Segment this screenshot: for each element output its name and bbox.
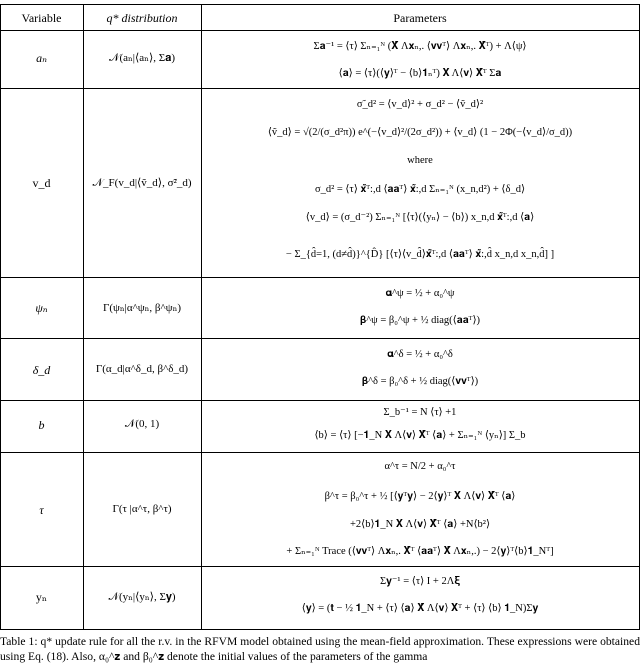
row-distribution-y: 𝒩(yₙ|⟨yₙ⟩, Σ𝐲) (108, 591, 176, 603)
header-variable: Variable (21, 11, 62, 25)
row-rule (0, 452, 640, 453)
row-rule (0, 277, 640, 278)
param-beta-delta: 𝛃^δ = β₀^δ + ½ diag(⟨𝐯𝐯ᵀ⟩) (361, 376, 479, 387)
param-mean-b: ⟨b⟩ = ⟨τ⟩ [−𝟏_N 𝐗 Λ⟨𝐯⟩ 𝐗̃ᵀ ⟨𝐚⟩ + Σₙ₌₁ᴺ ⟨yₙ⟩] Σ_b (314, 430, 526, 441)
header-rule (0, 30, 640, 31)
param-sigma-y-inverse: Σ𝐲⁻¹ = ⟨τ⟩ I + 2Λ𝛏 (380, 576, 460, 587)
row-distribution-delta: Γ(α_d|α^δ_d, β^δ_d) (95, 363, 189, 375)
row-variable-y: yₙ (35, 590, 48, 604)
row-rule (0, 338, 640, 339)
header-distribution: q* distribution (106, 11, 178, 25)
column-divider (0, 4, 1, 629)
row-variable-b: b (38, 418, 45, 432)
row-variable-delta: δ_d (32, 363, 51, 377)
row-rule (0, 400, 640, 401)
param-beta-tau-line2: +2⟨b⟩𝟏_N 𝐗 Λ⟨𝐯⟩ 𝐗̃ᵀ ⟨𝐚⟩ +N⟨b²⟩ (349, 519, 491, 530)
param-alpha-delta: 𝛂^δ = ½ + α₀^δ (387, 349, 453, 360)
row-distribution-tau: Γ(τ |α^τ, β^τ) (112, 503, 172, 515)
row-distribution-b: 𝒩(0, 1) (124, 418, 160, 430)
row-variable-a: aₙ (36, 51, 47, 65)
param-mean-y: ⟨𝐲⟩ = (𝐭 − ½ 𝟏_N + ⟨τ⟩ ⟨𝐚⟩ 𝐗̃ Λ⟨𝐯⟩ 𝐗ᵀ + ⟨τ⟩ ⟨b⟩ 𝟏_N)Σ𝐲 (301, 603, 539, 614)
param-mean-a: ⟨𝐚⟩ = ⟨τ⟩(⟨𝐲⟩ᵀ − ⟨b⟩𝟏ₙᵀ) 𝐗 Λ⟨𝐯⟩ 𝐗̃ᵀ Σ𝐚 (338, 68, 502, 79)
row-distribution-v: 𝒩_F(v_d|⟨ṽ_d⟩, σ̃²_d) (92, 177, 192, 189)
table-caption: Table 1: q* update rule for all the r.v. in the RFVM model obtained using the mean-field approximation. These expressions were obtained using Eq. (18). Also, α₀^𝐳 and β₀^𝐳 denote the initial values of the parameters of the gamma (0, 635, 640, 663)
row-rule (0, 566, 640, 567)
table-top-rule (0, 4, 640, 5)
param-beta-psi: 𝛃^ψ = β₀^ψ + ½ diag(⟨𝐚𝐚ᵀ⟩) (359, 315, 481, 326)
row-rule (0, 88, 640, 89)
param-sigma-a-inverse: Σ𝐚⁻¹ = ⟨τ⟩ Σₙ₌₁ᴺ (𝐗̃ Λ𝐱ₙ,. ⟨𝐯𝐯ᵀ⟩ Λ𝐱ₙ,. 𝐗̃ᵀ) + Λ⟨ψ⟩ (313, 41, 527, 52)
param-sigma-tilde-v: σ̃_d² = ⟨v_d⟩² + σ_d² − ⟨ṽ_d⟩² (356, 99, 484, 110)
row-distribution-a: 𝒩(aₙ|⟨aₙ⟩, Σ𝐚) (108, 52, 176, 64)
param-beta-tau-line1: β^τ = β₀^τ + ½ [⟨𝐲ᵀ𝐲⟩ − 2⟨𝐲⟩ᵀ 𝐗 Λ⟨𝐯⟩ 𝐗̃ᵀ ⟨𝐚⟩ (324, 491, 516, 502)
param-alpha-tau: α^τ = N/2 + α₀^τ (384, 461, 456, 472)
column-divider (83, 4, 84, 629)
row-distribution-psi: Γ(ψₙ|α^ψₙ, β^ψₙ) (102, 302, 181, 314)
header-parameters: Parameters (393, 11, 447, 25)
row-variable-psi: ψₙ (35, 301, 48, 315)
param-sigma-v: σ_d² = ⟨τ⟩ 𝐱̃ᵀ:,d ⟨𝐚𝐚ᵀ⟩ 𝐱̃:,d Σₙ₌₁ᴺ (x_n,d²) + ⟨δ_d⟩ (314, 184, 526, 195)
param-alpha-psi: 𝛂^ψ = ½ + α₀^ψ (385, 288, 455, 299)
param-mean-v-line1: ⟨v_d⟩ = (σ_d⁻²) Σₙ₌₁ᴺ [⟨τ⟩(⟨yₙ⟩ − ⟨b⟩) x_n,d 𝐱̃ᵀ:,d ⟨𝐚⟩ (305, 212, 535, 223)
param-sigma-b-inverse: Σ_b⁻¹ = N ⟨τ⟩ +1 (383, 407, 457, 418)
row-variable-tau: τ (39, 503, 44, 517)
table-bottom-rule (0, 629, 640, 630)
param-where: where (407, 155, 433, 166)
param-mean-v-line2: − Σ_{d̂=1, (d≠d̂)}^{D̂} [⟨τ⟩⟨v_d̂⟩𝐱̃ᵀ:,d ⟨𝐚𝐚ᵀ⟩ 𝐱̃:,d̂ x_n,d x_n,d̂] ] (285, 249, 555, 260)
param-mean-tilde-v: ⟨ṽ_d⟩ = √(2/(σ_d²π)) e^(−⟨v_d⟩²/(2σ_d²)) + ⟨v_d⟩ (1 − 2Φ(−⟨v_d⟩/σ_d)) (267, 127, 573, 138)
param-beta-tau-line3: + Σₙ₌₁ᴺ Trace (⟨𝐯𝐯ᵀ⟩ Λ𝐱ₙ,. 𝐗̃ᵀ ⟨𝐚𝐚ᵀ⟩ 𝐗̃ Λ𝐱ₙ,.) − 2⟨𝐲⟩ᵀ⟨b⟩𝟏_Nᵀ] (286, 546, 554, 557)
row-variable-v: v_d (32, 176, 51, 190)
